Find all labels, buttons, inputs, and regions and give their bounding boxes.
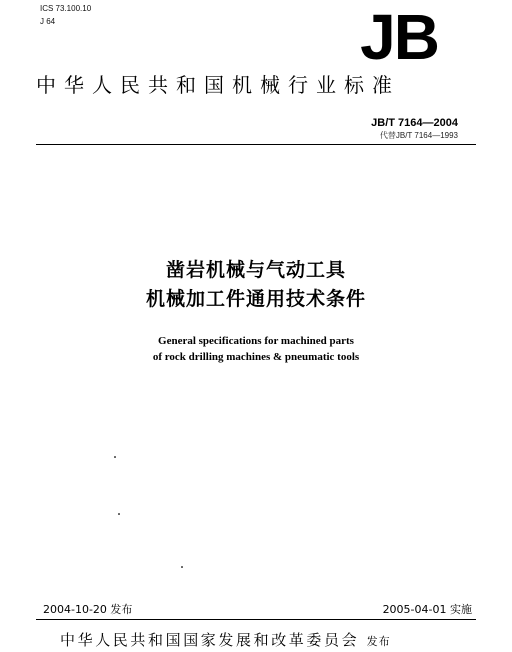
standard-category-title: 中华人民共和国机械行业标准 — [36, 73, 400, 97]
english-title-line-1: General specifications for machined parts — [158, 335, 354, 347]
publisher-line — [60, 630, 391, 652]
jb-logo — [352, 4, 446, 62]
scan-speck — [181, 566, 183, 568]
implementation-date: 2005-04-01 实施 — [382, 603, 472, 616]
publisher-name: 中华人民共和国国家发展和改革委员会 — [60, 631, 360, 649]
standard-number: JB/T 7164—2004 — [371, 117, 458, 129]
chinese-title-line-2: 机械加工件通用技术条件 — [145, 288, 366, 310]
jb-logo-text: JB — [360, 4, 438, 62]
scan-speck — [118, 513, 120, 515]
bottom-divider — [36, 619, 476, 620]
top-divider — [36, 144, 476, 145]
scan-speck — [114, 456, 116, 458]
chinese-title-line-1: 凿岩机械与气动工具 — [165, 259, 346, 281]
english-title-line-2: of rock drilling machines & pneumatic tools — [152, 351, 360, 363]
replaced-standard: 代替JB/T 7164—1993 — [379, 131, 458, 140]
ccs-code: J 64 — [40, 17, 56, 26]
ics-code: ICS 73.100.10 — [40, 4, 92, 13]
publisher-suffix: 发布 — [366, 635, 391, 648]
issue-date: 2004-10-20 发布 — [43, 603, 133, 616]
